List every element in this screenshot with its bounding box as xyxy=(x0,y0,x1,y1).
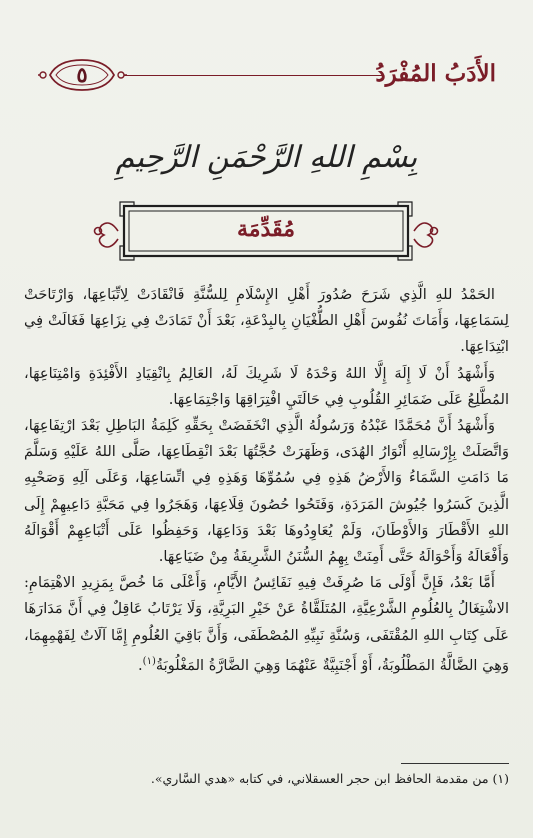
page-number-badge xyxy=(36,56,128,94)
footnote-marker[interactable]: (١) xyxy=(142,655,156,667)
footnote: (١) من مقدمة الحافظ ابن حجر العسقلاني، في كتابه «هدي السَّاري». xyxy=(150,771,509,786)
book-title: الأَدَبُ المُفْرَدُ xyxy=(375,60,496,87)
footnote-rule xyxy=(401,763,509,764)
paragraph: وَأَشْهَدُ أَنْ لَا إِلَهَ إِلَّا اللهُ وَحْدَهُ لَا شَرِيكَ لَهُ، العَالِمُ بِانْقِيَادِ الأَفْئِدَةِ وَامْتِنَاعِهَا، المُطَّلِعُ عَلَى ضَمَائِرِ القُلُوبِ فِي حَالَتَيِ افْتِرَاقِهَا وَاجْتِمَاعِهَا. xyxy=(24,364,509,408)
header-rule xyxy=(124,75,382,76)
basmala: بِسْمِ اللهِ الرَّحْمَنِ الرَّحِيمِ xyxy=(115,140,418,175)
section-title: مُقَدِّمَة xyxy=(236,216,296,242)
paragraph: الحَمْدُ للهِ الَّذِي شَرَحَ صُدُورَ أَهْلِ الإِسْلَامِ لِلسُّنَّةِ فَانْقَادَتْ لِاتِّبَاعِهَا، وَارْتَاحَتْ لِسَمَاعِهَا، وَأَمَاتَ نُفُوسَ أَهْلِ الطُّغْيَانِ بِالبِدْعَةِ، بَعْدَ أَنْ تَمَادَتْ فِي نِزَاعِهَا فَغَالَتْ فِي ابْتِدَاعِهَا. xyxy=(24,286,509,356)
paragraph-text: أَمَّا بَعْدُ، فَإِنَّ أَوْلَى مَا صُرِفَتْ فِيهِ نَفَائِسُ الأَيَّامِ، وَأَعْلَى مَا خُصَّ بِمَزِيدِ الاهْتِمَامِ: الاشْتِغَالُ بِالعُلُومِ الشَّرْعِيَّةِ، المُتَلَقَّاةُ عَنْ خَيْرِ البَرِيَّةِ، وَلَا يَرْتَابُ عَاقِلٌ فِي أَنَّ مَدَارَهَا عَلَى كِتَابِ اللهِ المُقْتَفَى، وَسُنَّةِ نَبِيِّهِ المُصْطَفَى، وَأَنَّ بَاقِيَ العُلُومِ إِمَّا آلَاتٌ لِفَهْمِهِمَا، وَهِيَ الضَّالَّةُ المَطْلُوبَةُ، أَوْ أَجْنَبِيَّةٌ عَنْهُمَا وَهِيَ الضَّارَّةُ المَغْلُوبَةُ xyxy=(24,574,509,674)
page-header xyxy=(26,52,504,104)
section-heading-box xyxy=(90,200,442,262)
paragraph: وَأَشْهَدُ أَنَّ مُحَمَّدًا عَبْدُهُ وَرَسُولُهُ الَّذِي انْخَفَضَتْ بِحَقِّهِ كَلِمَةُ البَاطِلِ بَعْدَ ارْتِفَاعِهَا، وَاتَّصَلَتْ بِإِرْسَالِهِ أَنْوَارُ الهُدَى، وَظَهَرَتْ حُجَّتُهَا بَعْدَ انْقِطَاعِهَا، صَلَّى اللهُ عَلَيْهِ وَسَلَّمَ مَا دَامَتِ السَّمَاءُ وَالأَرْضُ هَذِهِ فِي سُمُوِّهَا وَهَذِهِ فِي اتِّسَاعِهَا، وَعَلَى آلِهِ وَصَحْبِهِ الَّذِينَ كَسَرُوا جُيُوشَ المَرَدَةِ، وَفَتَحُوا حُصُونَ قِلَاعِهَا، وَهَجَرُوا فِي مَحَبَّةِ دَاعِيهِمْ إِلَى اللهِ الأَقْطَارَ وَالأَوْطَانَ، وَلَمْ يُعَاوِدُوهَا بَعْدَ وَدَاعِهَا، وَحَفِظُوا عَلَى أَتْبَاعِهِمْ أَقْوَالَهُ وَأَفْعَالَهُ وَأَحْوَالَهُ حَتَّى أَمِنَتْ بِهِمُ السُّنَنُ الشَّرِيفَةُ مِنْ ضَيَاعِهَا. xyxy=(24,417,509,566)
body-text xyxy=(24,282,509,679)
paragraph: أَمَّا بَعْدُ، فَإِنَّ أَوْلَى مَا صُرِفَتْ فِيهِ نَفَائِسُ الأَيَّامِ، وَأَعْلَى مَا خُصَّ بِمَزِيدِ الاهْتِمَامِ: الاشْتِغَالُ بِالعُلُومِ الشَّرْعِيَّةِ، المُتَلَقَّاةُ عَنْ خَيْرِ البَرِيَّةِ، وَلَا يَرْتَابُ عَاقِلٌ فِي أَنَّ مَدَارَهَا عَلَى كِتَابِ اللهِ المُقْتَفَى، وَسُنَّةِ نَبِيِّهِ المُصْطَفَى، وَأَنَّ بَاقِيَ العُلُومِ إِمَّا آلَاتٌ لِفَهْمِهِمَا، وَهِيَ الضَّالَّةُ المَطْلُوبَةُ، أَوْ أَجْنَبِيَّةٌ عَنْهُمَا وَهِيَ الضَّارَّةُ المَغْلُوبَةُ$^{(١)}$. xyxy=(24,574,509,674)
page-number: ٥ xyxy=(76,62,88,87)
